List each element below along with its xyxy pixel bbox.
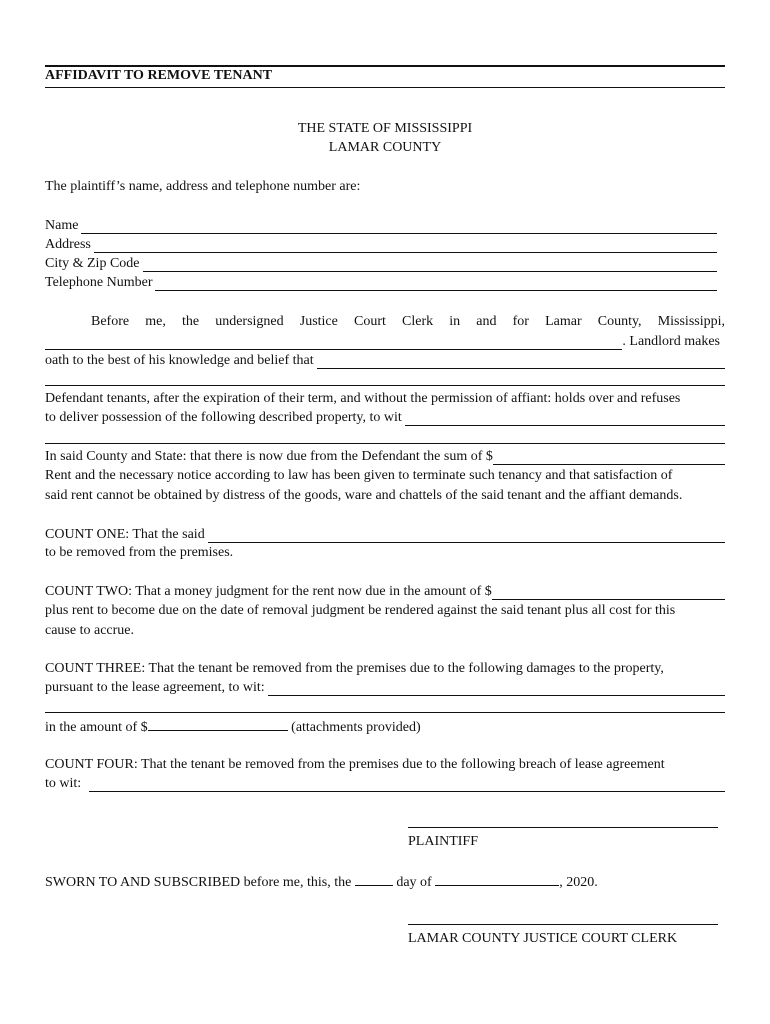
- count3-amount-line[interactable]: [45, 718, 725, 736]
- belief-blank[interactable]: [317, 356, 725, 369]
- count2-line3: cause to accrue.: [45, 623, 134, 638]
- day-blank[interactable]: [355, 873, 393, 886]
- count4-line2[interactable]: [45, 776, 725, 792]
- title-underline: [45, 87, 725, 88]
- name-field[interactable]: [45, 218, 717, 234]
- count4-line1: COUNT FOUR: That the tenant be removed from the premises due to the following breach of lease agreement: [45, 757, 665, 772]
- clerk-label: LAMAR COUNTY JUSTICE COURT CLERK: [408, 931, 678, 946]
- city-zip-blank[interactable]: [143, 259, 718, 272]
- address-label: Address: [45, 237, 91, 252]
- state-heading: THE STATE OF MISSISSIPPI: [297, 121, 473, 136]
- clerk-signature-line[interactable]: [408, 924, 718, 925]
- count3-line1: COUNT THREE: That the tenant be removed from the premises due to the following damages to the property,: [45, 661, 664, 676]
- name-label: Name: [45, 218, 79, 233]
- sworn-prefix: SWORN TO AND SUBSCRIBED before me, this, the: [45, 875, 352, 890]
- count1-line2: to be removed from the premises.: [45, 545, 234, 560]
- month-blank[interactable]: [435, 873, 559, 886]
- para2-line2-text: to deliver possession of the following described property, to wit: [45, 410, 402, 425]
- count2-text: COUNT TWO: That a money judgment for the rent now due in the amount of $: [45, 584, 492, 599]
- para3-line2: Rent and the necessary notice according to law has been given to terminate such tenancy and that satisfaction of: [45, 468, 673, 483]
- address-field[interactable]: [45, 237, 717, 253]
- count3-line2-text: pursuant to the lease agreement, to wit:: [45, 680, 265, 695]
- plaintiff-signature-line[interactable]: [408, 827, 718, 828]
- sworn-line[interactable]: [45, 873, 725, 891]
- count4-line2-text: to wit:: [45, 776, 82, 791]
- damages-blank[interactable]: [268, 683, 725, 696]
- address-blank[interactable]: [94, 240, 717, 253]
- city-zip-field[interactable]: [45, 256, 717, 272]
- intro-text: The plaintiff’s name, address and telephone number are:: [45, 179, 361, 194]
- damages-amount-blank[interactable]: [148, 718, 288, 731]
- para2-line1: Defendant tenants, after the expiration of their term, and without the permission of affiant: holds over and refuses: [45, 391, 681, 406]
- para3-line1-text: In said County and State: that there is now due from the Defendant the sum of $: [45, 449, 493, 464]
- para1-line3[interactable]: [45, 353, 725, 369]
- county-heading: LAMAR COUNTY: [328, 140, 442, 155]
- amount-prefix: in the amount of $: [45, 720, 148, 735]
- count2-line1[interactable]: [45, 584, 725, 600]
- tenant-name-blank[interactable]: [208, 530, 725, 543]
- sworn-mid: day of: [396, 875, 432, 890]
- city-zip-label: City & Zip Code: [45, 256, 140, 271]
- para1-line2-text: . Landlord makes: [622, 334, 720, 349]
- para1-line1: Before me, the undersigned Justice Court Clerk in and for Lamar County, Mississippi,: [91, 314, 725, 329]
- para3-line3: said rent cannot be obtained by distress of the goods, ware and chattels of the said tenant and the affiant demands.: [45, 488, 683, 503]
- para1-line2[interactable]: [45, 334, 720, 350]
- para2-line2[interactable]: [45, 410, 725, 426]
- telephone-field[interactable]: [45, 275, 717, 291]
- plaintiff-label: PLAINTIFF: [408, 834, 479, 849]
- count3-line2[interactable]: [45, 680, 725, 696]
- sworn-suffix: , 2020.: [559, 875, 598, 890]
- belief-blank-2[interactable]: [45, 385, 725, 386]
- count1-line1[interactable]: [45, 527, 725, 543]
- rent-amount-blank[interactable]: [492, 587, 725, 600]
- name-blank[interactable]: [81, 221, 717, 234]
- count2-line2: plus rent to become due on the date of removal judgment be rendered against the said tenant plus all cost for this: [45, 603, 676, 618]
- telephone-label: Telephone Number: [45, 275, 153, 290]
- count1-text: COUNT ONE: That the said: [45, 527, 205, 542]
- attachments-note: (attachments provided): [291, 720, 421, 735]
- sum-due-blank[interactable]: [493, 452, 725, 465]
- clerk-name-blank[interactable]: [45, 337, 622, 350]
- damages-blank-2[interactable]: [45, 712, 725, 713]
- document-title: AFFIDAVIT TO REMOVE TENANT: [45, 68, 273, 83]
- top-rule: [45, 65, 725, 67]
- property-blank[interactable]: [405, 413, 725, 426]
- para3-line1[interactable]: [45, 449, 725, 465]
- para1-line3-text: oath to the best of his knowledge and belief that: [45, 353, 314, 368]
- breach-blank[interactable]: [89, 779, 725, 792]
- telephone-blank[interactable]: [155, 278, 717, 291]
- property-blank-2[interactable]: [45, 443, 725, 444]
